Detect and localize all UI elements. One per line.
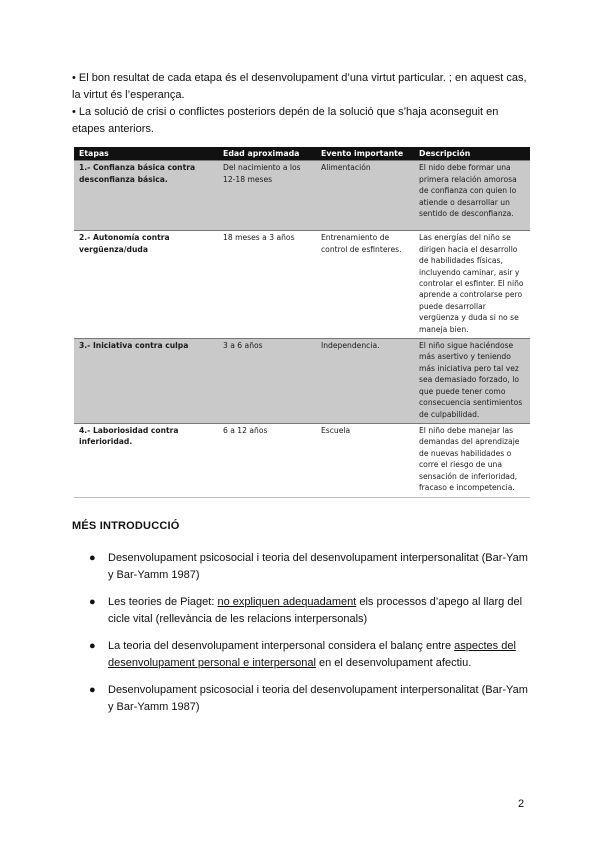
stage-cell: 4.- Laboriosidad contra inferioridad.	[74, 423, 218, 497]
page-number: 2	[518, 798, 525, 810]
description-cell: Las energías del niño se dirigen hacia el desarrollo de habilidades físicas, incluyendo caminar, asir y controlar el esfinter. El niño aprende a controlarse pero puede desarrollar vergüenza y duda si no se maneja bien.	[414, 231, 530, 339]
bullet-dot: ●	[89, 640, 96, 652]
intro-paragraph: • El bon resultat de cada etapa és el desenvolupament d’una virtut particular. ; en aquest cas, la virtut és l’esperança.	[72, 72, 527, 101]
event-cell: Escuela	[316, 423, 414, 497]
stage-cell: 3.- Iniciativa contra culpa	[74, 339, 218, 424]
intro-text	[72, 70, 532, 138]
bullet-text: Desenvolupament psicosocial i teoria del desenvolupament interpersonalitat (Bar-Yam y Bar-Yamm 1987)	[108, 552, 528, 581]
bullet-dot: ●	[89, 684, 96, 696]
header-edad: Edad aproximada	[218, 147, 316, 161]
table-row	[74, 339, 530, 424]
stage-cell: 2.- Autonomía contra vergüenza/duda	[74, 231, 218, 339]
event-cell: Entrenamiento de control de esfinteres.	[316, 231, 414, 339]
age-cell: 6 a 12 años	[218, 423, 316, 497]
bullet-text: Les teories de Piaget:	[108, 596, 218, 608]
bullet-text: Desenvolupament psicosocial i teoria del desenvolupament interpersonalitat (Bar-Yam y Bar-Yamm 1987)	[108, 684, 528, 713]
underlined-text: no expliquen adequadament	[217, 596, 357, 608]
age-cell: Del nacimiento a los 12-18 meses	[218, 161, 316, 231]
age-cell: 3 a 6 años	[218, 339, 316, 424]
section-title: MÉS INTRODUCCIÓ	[72, 520, 180, 532]
description-cell: El niño sigue haciéndose más asertivo y teniendo más iniciativa pero tal vez sea demasiado forzado, lo que puede tener como consecuencia sentimientos de culpabilidad.	[414, 339, 530, 424]
header-etapas: Etapas	[74, 147, 218, 161]
table-row	[74, 161, 530, 231]
table-header-row	[74, 147, 530, 161]
header-evento: Evento importante	[316, 147, 414, 161]
bullet-list	[72, 550, 532, 726]
bullet-text: La teoria del desenvolupament interpersonal considera el balanç entre	[108, 640, 455, 652]
table-row	[74, 423, 530, 497]
list-item	[72, 638, 532, 672]
erikson-stages-table	[74, 147, 530, 498]
bullet-text: els processos d’apego al llarg del cicle vital (rellevància de les relacions interpersonals)	[108, 596, 523, 625]
stage-cell: 1.- Confianza básica contra desconfianza básica.	[74, 161, 218, 231]
list-item	[72, 594, 532, 628]
event-cell: Alimentación	[316, 161, 414, 231]
bullet-dot: ●	[89, 552, 96, 564]
list-item	[72, 550, 532, 584]
bullet-dot: ●	[89, 596, 96, 608]
event-cell: Independencia.	[316, 339, 414, 424]
underlined-text: aspectes del desenvolupament personal e interpersonal	[108, 640, 516, 669]
description-cell: El niño debe manejar las demandas del aprendizaje de nuevas habilidades o corre el riesgo de una sensación de inferioridad, fracaso e incompetencia.	[414, 423, 530, 497]
list-item	[72, 682, 532, 716]
bullet-text: en el desenvolupament afectiu.	[315, 657, 472, 669]
age-cell: 18 meses a 3 años	[218, 231, 316, 339]
description-cell: El nido debe formar una primera relación amorosa de confianza con quien lo atiende o desarrollar un sentido de desconfianza.	[414, 161, 530, 231]
intro-paragraph: • La solució de crisi o conflictes posteriors depén de la solució que s’haja aconseguit en etapes anteriors.	[72, 106, 499, 135]
table-row	[74, 231, 530, 339]
header-descripcion: Descripción	[414, 147, 530, 161]
